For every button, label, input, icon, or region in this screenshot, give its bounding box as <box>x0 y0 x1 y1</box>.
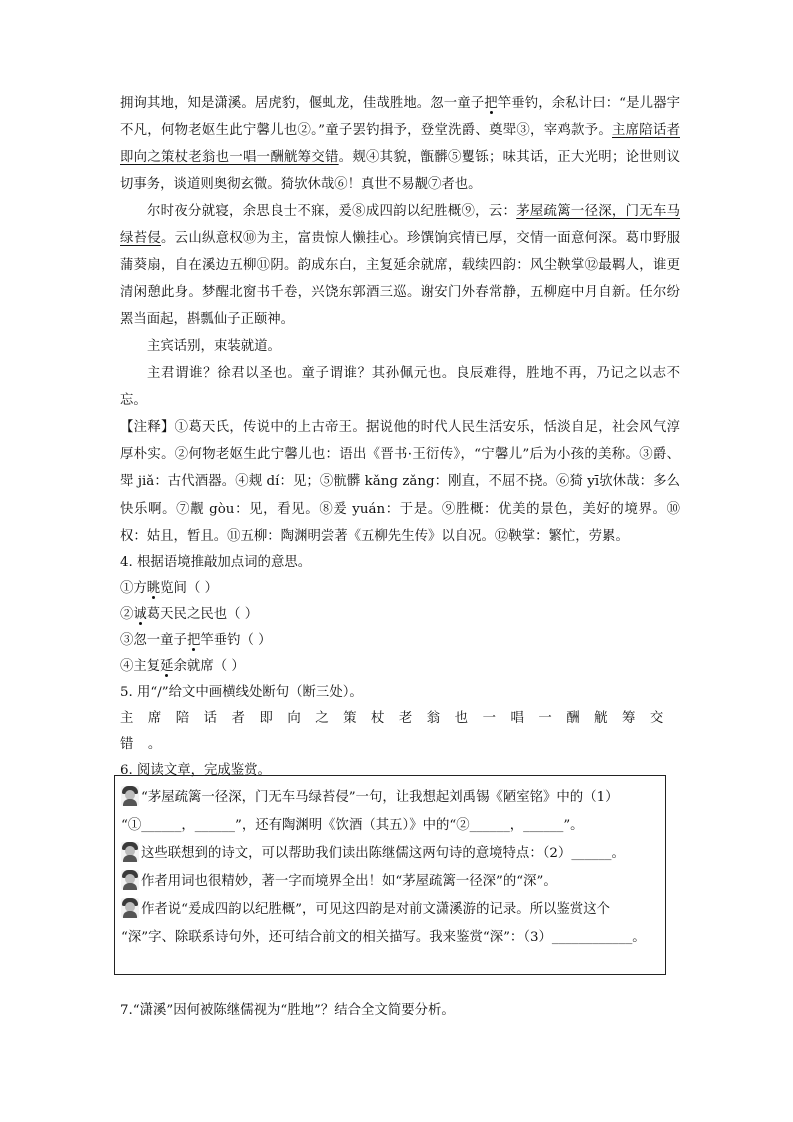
passage-paragraph-1: 拥询其地，知是潇溪。居虎豹，偃虬龙，佳哉胜地。忽一童子把竿垂钓，余私计曰：“是儿器宇不凡，何物老妪生此宁馨儿也②。”童子罢钓揖予，登堂洗爵、奠斝③，宰鸡款予。主席陪话者即向之策杖老翁也一唱一酬觥筹交错。觌④其貌，甑髒⑤矍铄；味其话，正大光明；论世则议切事务，谈道则奥彻玄微。猗欤休哉⑥！真世不易觏⑦者也。 <box>120 96 681 192</box>
box-line-2: “①______，______”，还有陶渊明《饮酒（其五）》中的“②______，______”。 <box>121 818 584 833</box>
passage-paragraph-3: 主宾话别，束装就道。 <box>147 339 281 354</box>
q4-item-1: ①方眺览间（ ） <box>120 581 218 597</box>
underlined-sentence: 主席陪话者即向之策杖老翁也一唱一酬觥筹交错 <box>120 123 680 165</box>
student-avatar-icon <box>121 870 139 890</box>
box-line-3: 这些联想到的诗文，可以帮助我们读出陈继儒这两句诗的意境特点：（2）______。 <box>121 840 659 868</box>
annotation-text: ①葛天氏，传说中的上古帝王。据说他的时代人民生活安乐，恬淡自足，社会风气淳厚朴实。②何物老妪生此宁馨儿也：语出《晋书·王衍传》，“宁馨儿”后为小孩的美称。③爵、斝 jiǎ：古代酒器。④觌 dí：见；⑤骯髒 kǎng zǎng：刚直，不屈不挠。⑥猗 yī欤休哉：多么快乐啊。⑦觏 gòu：见，看见。⑧爰 yuán：于是。⑨胜概：优美的景色，美好的境界。⑩权：姑且，暂且。⑪五柳：陶渊明尝著《五柳先生传》以自况。⑫鞅掌：繁忙，劳累。 <box>120 420 681 544</box>
question-7-title: 7.“潇溪”因何被陈继儒视为“胜地”？结合全文简要分析。 <box>120 1003 455 1018</box>
emphasis-dot-char: 把 <box>484 96 498 111</box>
passage-paragraph-4: 主君谓谁？徐君以圣也。童子谓谁？其孙佩元也。良辰难得，胜地不再，乃记之以志不忘。 <box>120 366 680 408</box>
underlined-poem-line: 茅屋疏篱一径深，门无车马绿苔侵 <box>120 204 681 246</box>
q4-item-2: ②诚葛天民之民也（ ） <box>120 607 259 623</box>
student-avatar-icon <box>121 786 139 806</box>
q4-item-3: ③忽一童子把竿垂钓（ ） <box>120 633 272 649</box>
passage <box>120 90 680 784</box>
q5-sentence: 主席陪话者即向之策杖老翁也一唱一酬觥筹交错。 <box>120 711 678 753</box>
box-line-4: 作者用词也很精妙，著一字而境界全出！如“茅屋疏篱一径深”的“深”。 <box>121 868 659 896</box>
passage-paragraph-2: 尔时夜分就寝，余思良士不寐，爰⑧成四韵以纪胜概⑨，云：茅屋疏篱一径深，门无车马绿苔侵。云山纵意权⑩为主，富贵惊人懒挂心。珍馔饷宾情已厚，交情一面意何深。葛巾野服蒲葵扇，自在溪边五柳⑪阴。韵成东白，主复延余就席，载续四韵：风尘鞅掌⑫最羁人，谁更清闲憩此身。梦醒北窗书千卷，兴饶东郭酒三巡。谢安门外春常静，五柳庭中月自新。任尔纷罴当面起，斟瓢仙子正颐神。 <box>120 204 681 327</box>
q4-item-4: ④主复延余就席（ ） <box>120 659 245 675</box>
student-avatar-icon <box>121 898 139 918</box>
question-5-title: 5. 用“/”给文中画横线处断句（断三处）。 <box>120 685 363 701</box>
annotation-label: 【注释】 <box>120 420 175 435</box>
student-avatar-icon <box>121 842 139 862</box>
box-line-1: “茅屋疏篱一径深，门无车马绿苔侵”一句，让我想起刘禹锡《陋室铭》中的（1） <box>121 784 659 812</box>
box-line-5: 作者说“爰成四韵以纪胜概”，可见这四韵是对前文潇溪游的记录。所以鉴赏这个 <box>121 896 659 924</box>
annotation-block <box>120 414 680 550</box>
question-6-title: 6. 阅读文章，完成鉴赏。 <box>120 763 271 779</box>
box-line-6: “深”字、除联系诗句外，还可结合前文的相关描写。我来鉴赏“深”：（3）____________。 <box>121 930 646 945</box>
question-4-title: 4. 根据语境推敲加点词的意思。 <box>120 555 312 571</box>
appreciation-box <box>114 775 666 975</box>
